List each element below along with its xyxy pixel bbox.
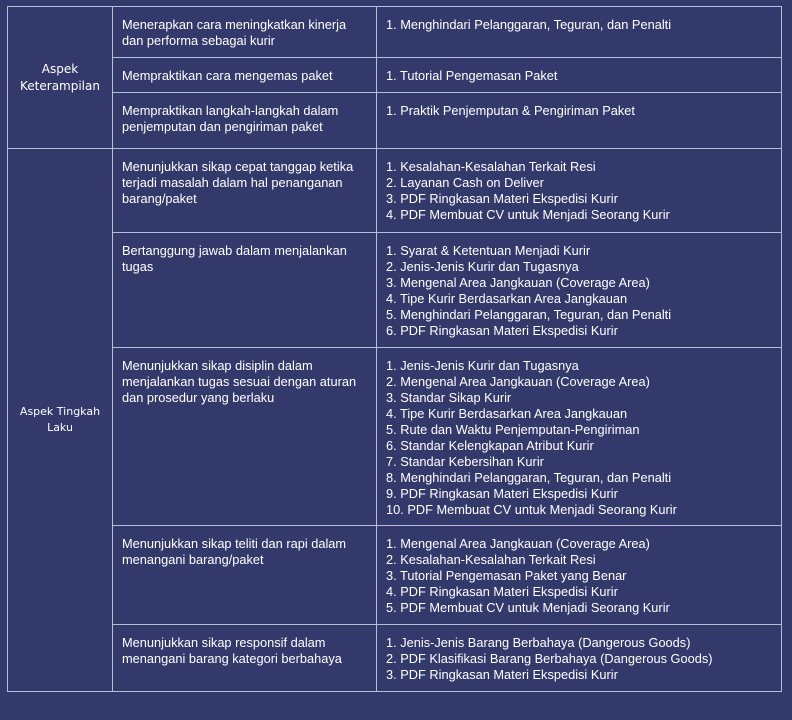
material-item: 1. Menghindari Pelanggaran, Teguran, dan Penalti [386,17,672,32]
material-item: 4. PDF Membuat CV untuk Menjadi Seorang Kurir [386,207,670,222]
material-item: 1. Mengenal Area Jangkauan (Coverage Area) [386,536,650,551]
table-row [8,233,782,348]
material-item: 3. Standar Sikap Kurir [386,390,512,405]
material-item: 1. Kesalahan-Kesalahan Terkait Resi [386,159,596,174]
material-item: 2. Mengenal Area Jangkauan (Coverage Area) [386,374,650,389]
table-row [8,149,782,233]
materials-cell [377,233,782,348]
material-item: 3. PDF Ringkasan Materi Ekspedisi Kurir [386,667,618,682]
table-row [8,348,782,526]
material-item: 5. Menghindari Pelanggaran, Teguran, dan Penalti [386,307,672,322]
material-item: 3. PDF Ringkasan Materi Ekspedisi Kurir [386,191,618,206]
competency-cell: Menunjukkan sikap teliti dan rapi dalam menangani barang/paket [113,526,377,625]
materials-list [386,635,773,683]
material-item: 2. PDF Klasifikasi Barang Berbahaya (Dangerous Goods) [386,651,713,666]
materials-list [386,17,773,33]
competency-table [7,6,782,692]
material-item: 2. Jenis-Jenis Kurir dan Tugasnya [386,259,579,274]
material-item: 6. Standar Kelengkapan Atribut Kurir [386,438,594,453]
materials-cell [377,625,782,692]
competency-cell: Menerapkan cara meningkatkan kinerja dan performa sebagai kurir [113,7,377,58]
material-item: 5. PDF Membuat CV untuk Menjadi Seorang Kurir [386,600,670,615]
table-row [8,58,782,93]
competency-cell: Mempraktikan cara mengemas paket [113,58,377,93]
aspect-cell: Aspek Keterampilan [8,7,113,149]
table-row [8,93,782,149]
material-item: 10. PDF Membuat CV untuk Menjadi Seorang Kurir [386,502,677,517]
material-item: 1. Tutorial Pengemasan Paket [386,68,558,83]
material-item: 4. Tipe Kurir Berdasarkan Area Jangkauan [386,406,628,421]
material-item: 7. Standar Kebersihan Kurir [386,454,544,469]
materials-list [386,68,773,84]
competency-cell: Bertanggung jawab dalam menjalankan tugas [113,233,377,348]
material-item: 5. Rute dan Waktu Penjemputan-Pengiriman [386,422,640,437]
competency-cell: Mempraktikan langkah-langkah dalam penjemputan dan pengiriman paket [113,93,377,149]
materials-cell [377,7,782,58]
material-item: 3. Tutorial Pengemasan Paket yang Benar [386,568,627,583]
material-item: 1. Jenis-Jenis Kurir dan Tugasnya [386,358,579,373]
materials-list [386,103,773,119]
material-item: 1. Praktik Penjemputan & Pengiriman Paket [386,103,635,118]
competency-cell: Menunjukkan sikap cepat tanggap ketika terjadi masalah dalam hal penanganan barang/paket [113,149,377,233]
materials-cell [377,93,782,149]
materials-list [386,159,773,223]
aspect-cell: Aspek Tingkah Laku [8,149,113,692]
materials-list [386,536,773,616]
material-item: 9. PDF Ringkasan Materi Ekspedisi Kurir [386,486,618,501]
material-item: 2. Kesalahan-Kesalahan Terkait Resi [386,552,596,567]
materials-list [386,243,773,339]
material-item: 8. Menghindari Pelanggaran, Teguran, dan Penalti [386,470,672,485]
material-item: 4. Tipe Kurir Berdasarkan Area Jangkauan [386,291,628,306]
material-item: 2. Layanan Cash on Deliver [386,175,544,190]
material-item: 1. Jenis-Jenis Barang Berbahaya (Dangerous Goods) [386,635,691,650]
table-row [8,7,782,58]
material-item: 3. Mengenal Area Jangkauan (Coverage Area) [386,275,650,290]
material-item: 6. PDF Ringkasan Materi Ekspedisi Kurir [386,323,618,338]
table-row [8,526,782,625]
competency-cell: Menunjukkan sikap responsif dalam menangani barang kategori berbahaya [113,625,377,692]
materials-cell [377,58,782,93]
materials-cell [377,526,782,625]
materials-cell [377,348,782,526]
table-row [8,625,782,692]
materials-list [386,358,773,518]
competency-cell: Menunjukkan sikap disiplin dalam menjalankan tugas sesuai dengan aturan dan prosedur yang berlaku [113,348,377,526]
materials-cell [377,149,782,233]
material-item: 4. PDF Ringkasan Materi Ekspedisi Kurir [386,584,618,599]
material-item: 1. Syarat & Ketentuan Menjadi Kurir [386,243,591,258]
